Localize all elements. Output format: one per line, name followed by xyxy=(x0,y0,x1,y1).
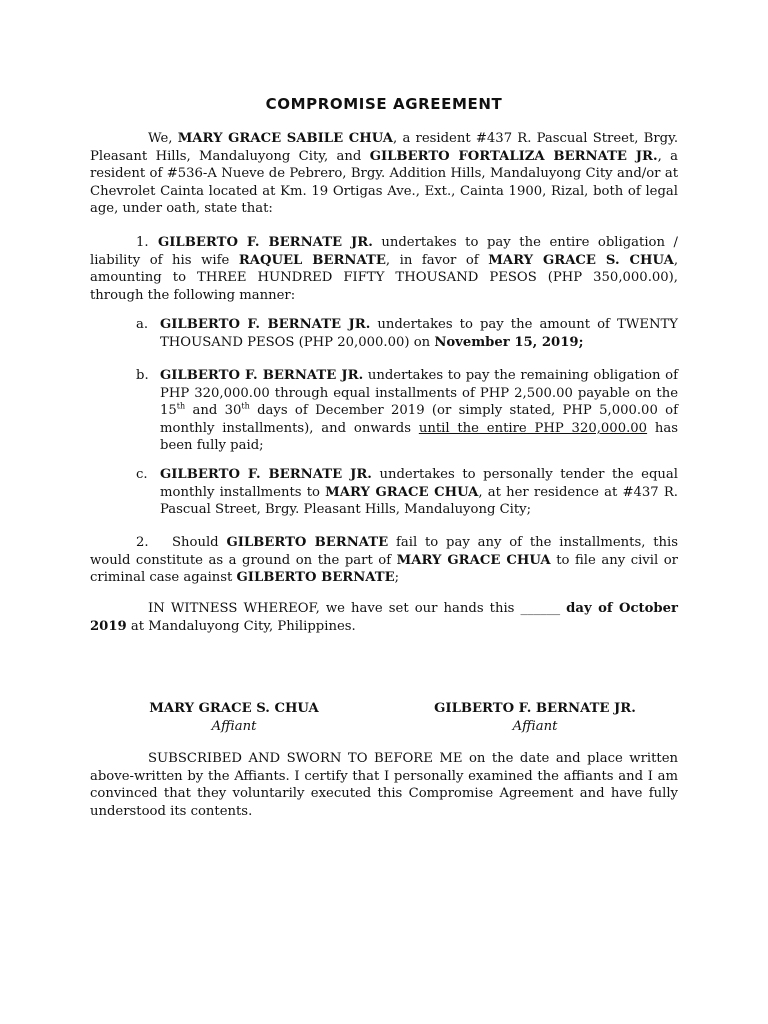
clause-2-text-2: fail to pay any of the installments, this would constitute as a ground on the part of xyxy=(90,535,678,568)
party-name-bernate: GILBERTO FORTALIZA BERNATE JR. xyxy=(369,148,658,164)
witness-paragraph xyxy=(90,600,678,635)
clause-1-name-1: GILBERTO F. BERNATE JR. xyxy=(158,235,373,250)
clause-1-text-2: , in favor of xyxy=(385,252,489,268)
clause-2-text-3: to file any civil or criminal case against xyxy=(90,552,678,586)
witness-text-2: at Mandaluyong City, Philippines. xyxy=(126,618,356,634)
intro-text-2: , a resident #437 R. Pascual Street, Brgy. Pleasant Hills, Mandaluyong City, and xyxy=(90,131,679,164)
clause-1-name-2: RAQUEL BERNATE xyxy=(238,252,386,268)
sub-clause-a xyxy=(136,316,678,351)
clause-2-text-1: Should xyxy=(172,535,227,550)
signatory-role: Affiant xyxy=(211,718,257,734)
jurat-text: SUBSCRIBED AND SWORN TO BEFORE ME on the date and place written above-written by the Affiants. I certify that I personally examined the affiants and I am convinced that they voluntarily executed this Compromise Agreement and have fully understood its contents. xyxy=(90,751,678,819)
sub-clause-c-letter: c. xyxy=(136,467,148,482)
clause-1-name-3: MARY GRACE S. CHUA xyxy=(488,252,674,268)
clause-2-text-4: ; xyxy=(394,570,400,586)
sub-clause-a-letter: a. xyxy=(136,317,149,332)
document-title: COMPROMISE AGREEMENT xyxy=(265,95,503,113)
sub-clause-b-sup-2: th xyxy=(241,401,250,411)
clause-1-number: 1. xyxy=(136,235,149,250)
clause-2-number: 2. xyxy=(136,535,149,550)
sub-clause-c-name-2: MARY GRACE CHUA xyxy=(325,484,479,500)
sub-clause-a-text: undertakes to pay the amount of TWENTY THOUSAND PESOS (PHP 20,000.00) on xyxy=(160,317,678,350)
sub-clause-c xyxy=(136,466,678,519)
sub-clause-b-text-3: days of December 2019 (or simply stated, PHP 5,000.00 of monthly installments), and onwards xyxy=(160,403,678,436)
clause-2 xyxy=(90,534,678,587)
jurat-paragraph xyxy=(90,750,678,820)
clause-1 xyxy=(90,234,678,304)
sub-clause-a-date: November 15, 2019; xyxy=(434,334,584,350)
sub-clause-b-underlined: until the entire PHP 320,000.00 xyxy=(418,420,648,436)
sub-clause-b-letter: b. xyxy=(136,368,149,383)
clause-1-text-3: , amounting to THREE HUNDRED FIFTY THOUSAND PESOS (PHP 350,000.00), through the following manner: xyxy=(90,252,679,303)
intro-text-3: , a resident of #536-A Nueve de Pebrero, Brgy. Addition Hills, Mandaluyong City and/or at Chevrolet Cainta located at Km. 19 Ortigas Ave., Ext., Cainta 1900, Rizal, both of legal age, under oath, state that: xyxy=(90,148,678,217)
sub-clause-c-text-1: undertakes to personally tender the equal monthly installments to xyxy=(160,467,678,500)
signature-block-chua xyxy=(134,700,334,735)
sub-clause-c-name-1: GILBERTO F. BERNATE JR. xyxy=(160,467,372,482)
clause-2-name-3: GILBERTO BERNATE xyxy=(236,570,395,586)
witness-text-1: IN WITNESS WHEREOF, we have set our hands this ______ xyxy=(148,601,567,616)
party-name-chua: MARY GRACE SABILE CHUA xyxy=(177,131,394,146)
clause-2-name-1: GILBERTO BERNATE xyxy=(226,535,389,550)
sub-clause-a-name: GILBERTO F. BERNATE JR. xyxy=(160,317,371,332)
sub-clause-b-name: GILBERTO F. BERNATE JR. xyxy=(160,368,364,383)
sub-clause-c-text-2: , at her residence at #437 R. Pascual Street, Brgy. Pleasant Hills, Mandaluyong City; xyxy=(160,484,678,518)
sub-clause-b-sup-1: th xyxy=(176,401,186,411)
intro-paragraph xyxy=(90,130,678,218)
intro-text-1: We, xyxy=(148,131,178,146)
clause-1-text-1: undertakes to pay the entire obligation / liability of his wife xyxy=(90,235,678,268)
signatory-name: MARY GRACE S. CHUA xyxy=(149,701,319,716)
signatory-name: GILBERTO F. BERNATE JR. xyxy=(434,701,636,716)
sub-clause-b-text-4: has been fully paid; xyxy=(160,420,679,454)
sub-clause-b xyxy=(136,367,679,455)
signature-block-bernate xyxy=(420,700,650,735)
sub-clause-b-text-2: and 30 xyxy=(185,403,242,419)
clause-2-name-2: MARY GRACE CHUA xyxy=(396,552,551,568)
witness-date: day of October 2019 xyxy=(90,601,678,634)
sub-clause-b-text-1: undertakes to pay the remaining obligation of PHP 320,000.00 through equal installments of PHP 2,500.00 payable on the 15 xyxy=(160,368,678,419)
signatory-role: Affiant xyxy=(512,718,558,734)
